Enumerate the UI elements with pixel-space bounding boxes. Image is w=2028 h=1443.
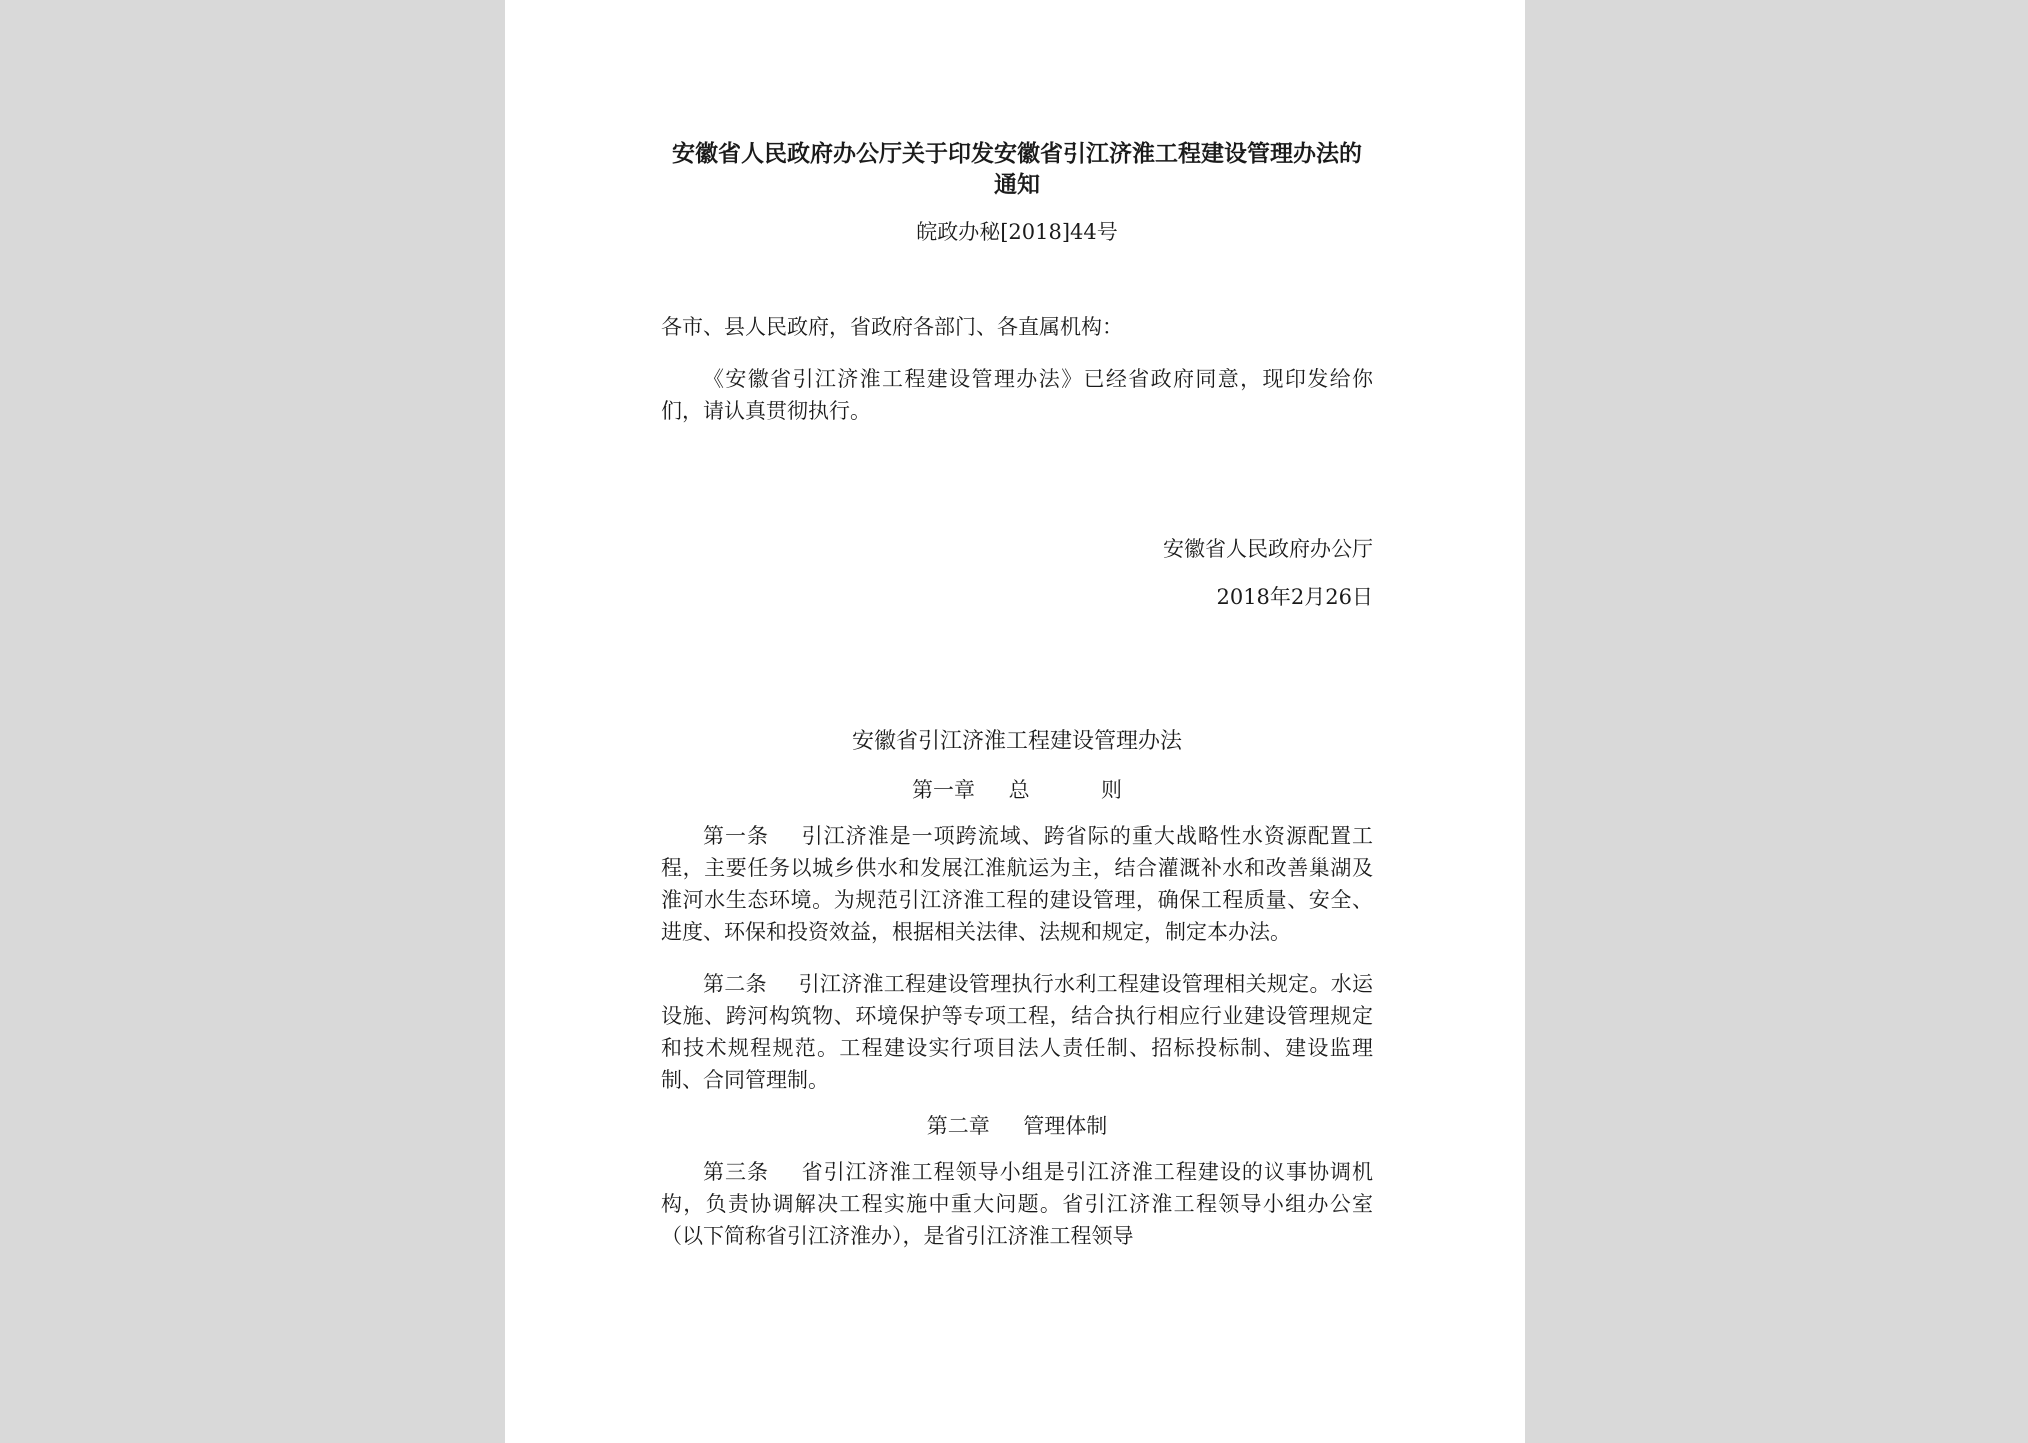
chapter-name-part: 总 xyxy=(1008,778,1030,802)
article xyxy=(661,820,1373,948)
issuing-authority: 安徽省人民政府办公厅 xyxy=(1163,537,1373,561)
notice-body: 《安徽省引江济淮工程建设管理办法》已经省政府同意，现印发给你们，请认真贯彻执行。 xyxy=(661,367,1373,423)
article-text: 引江济淮工程建设管理执行水利工程建设管理相关规定。水运设施、跨河构筑物、环境保护等专项工程，结合执行相应行业建设管理规定和技术规程规范。工程建设实行项目法人责任制、招标投标制、建设监理制、合同管理制。 xyxy=(661,972,1374,1092)
article xyxy=(661,968,1373,1096)
article-label: 第二条 xyxy=(703,972,767,996)
chapter-heading xyxy=(661,774,1373,806)
regulation-title: 安徽省引江济淮工程建设管理办法 xyxy=(851,729,1182,754)
document-page xyxy=(505,0,1525,1443)
article-label: 第三条 xyxy=(703,1160,770,1184)
article xyxy=(661,1156,1373,1252)
article-text: 省引江济淮工程领导小组是引江济淮工程建设的议事协调机构，负责协调解决工程实施中重大问题。省引江济淮工程领导小组办公室（以下简称省引江济淮办），是省引江济淮工程领导 xyxy=(661,1160,1374,1248)
page-content xyxy=(661,138,1373,1252)
chapter-name: 管理体制 xyxy=(1023,1114,1108,1138)
issue-date: 2018年2月26日 xyxy=(1216,585,1373,609)
chapter-name-part: 则 xyxy=(1100,778,1122,802)
notice-title: 安徽省人民政府办公厅关于印发安徽省引江济淮工程建设管理办法的通知 xyxy=(672,140,1362,198)
salutation: 各市、县人民政府，省政府各部门、各直属机构： xyxy=(661,315,1123,339)
article-text: 引江济淮是一项跨流域、跨省际的重大战略性水资源配置工程，主要任务以城乡供水和发展江淮航运为主，结合灌溉补水和改善巢湖及淮河水生态环境。为规范引江济淮工程的建设管理，确保工程质量、安全、进度、环保和投资效益，根据相关法律、法规和规定，制定本办法。 xyxy=(661,824,1374,944)
chapter-number: 第一章 xyxy=(912,778,975,802)
article-label: 第一条 xyxy=(703,824,770,848)
document-number: 皖政办秘[2018]44号 xyxy=(916,220,1118,244)
chapter-heading xyxy=(661,1110,1373,1142)
chapter-number: 第二章 xyxy=(926,1114,990,1138)
